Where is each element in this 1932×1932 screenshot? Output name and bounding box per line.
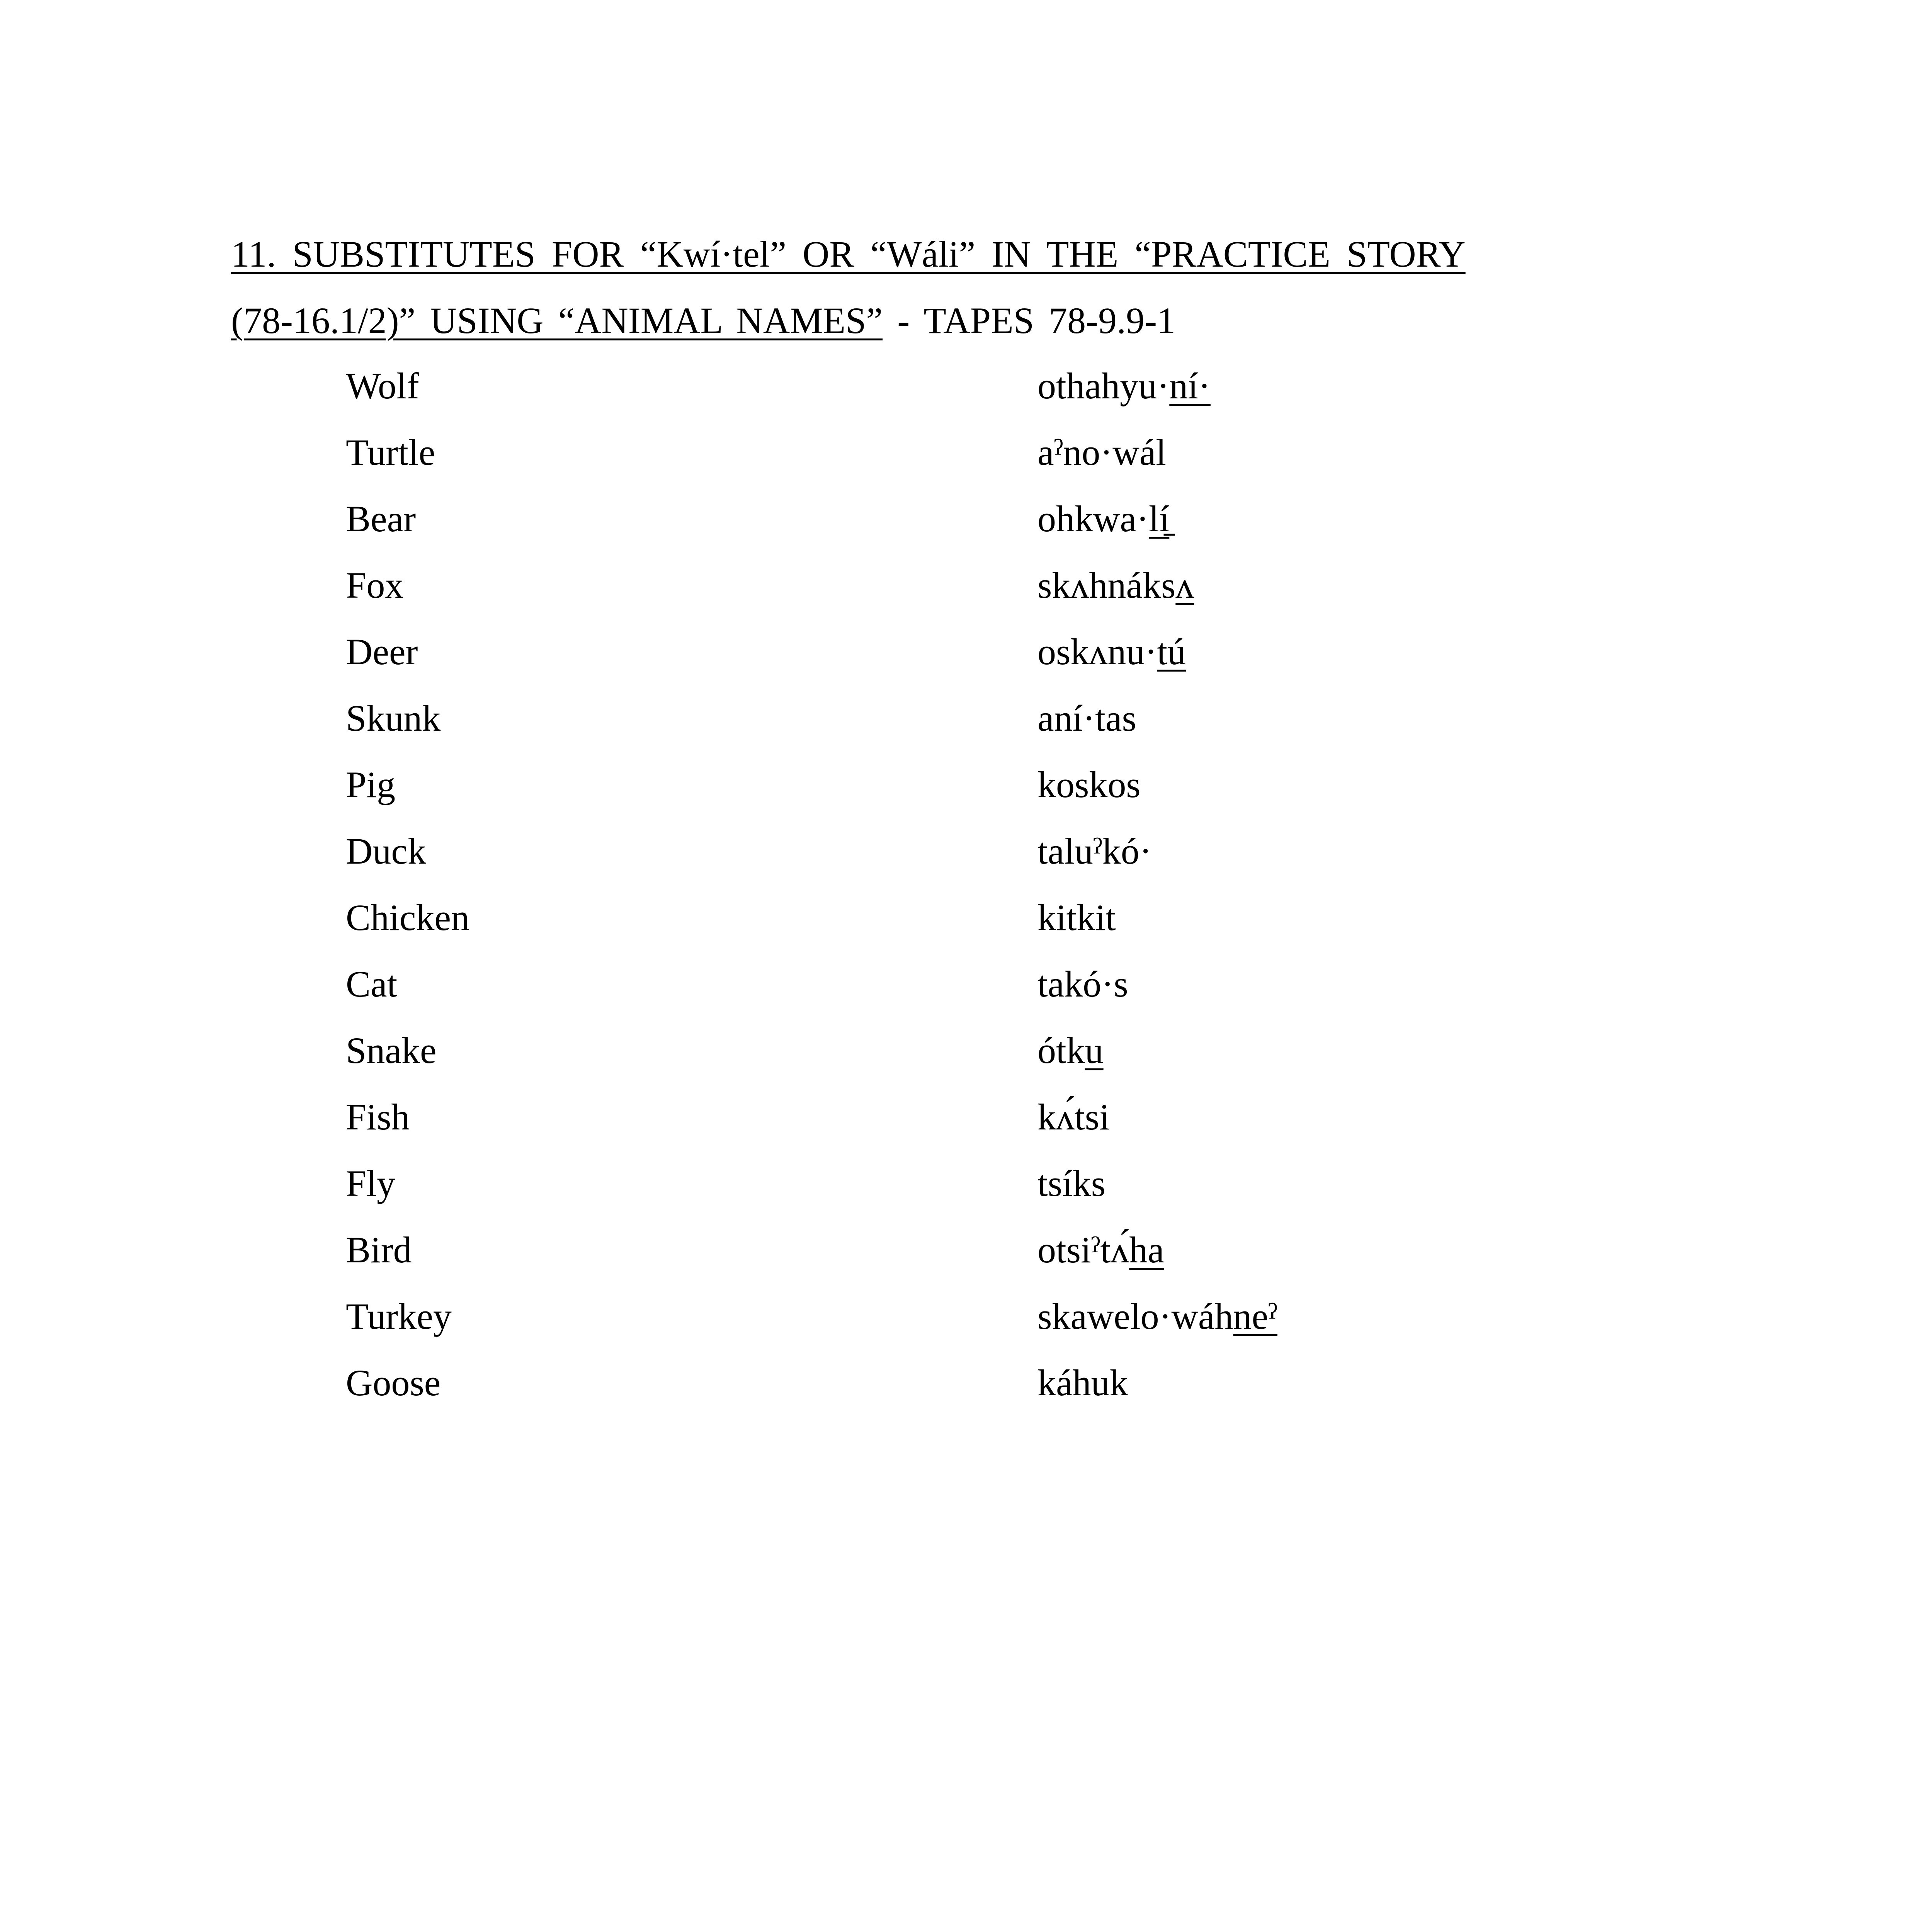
native-name-underlined-part: neˀ (1233, 1295, 1277, 1337)
english-animal-name: Chicken (346, 896, 469, 938)
native-name-plain-part: ótk (1037, 1029, 1085, 1071)
native-name-plain-part: koskos (1037, 764, 1141, 805)
native-name-plain-part: ohkwa· (1037, 498, 1149, 539)
native-name-plain-part: skawelo·wáh (1037, 1295, 1233, 1337)
native-animal-name (1037, 364, 1211, 407)
native-animal-name (1037, 1095, 1110, 1138)
native-name-plain-part: káhuk (1037, 1362, 1128, 1403)
english-animal-name: Bird (346, 1229, 412, 1270)
english-animal-name: Snake (346, 1029, 437, 1071)
vocabulary-row (346, 618, 1428, 685)
vocabulary-row (346, 419, 1428, 485)
vocabulary-row (346, 1083, 1428, 1150)
english-animal-name: Fly (346, 1162, 396, 1204)
english-animal-name: Bear (346, 498, 416, 539)
vocabulary-row (346, 552, 1428, 618)
vocabulary-row (346, 951, 1428, 1017)
native-animal-name (1037, 1228, 1164, 1271)
vocabulary-row (346, 1216, 1428, 1283)
native-name-plain-part: tsíks (1037, 1162, 1106, 1204)
native-name-plain-part: kʌ́tsi (1037, 1096, 1110, 1138)
section-heading (231, 221, 1545, 354)
vocabulary-row (346, 1017, 1428, 1083)
english-animal-name: Fox (346, 564, 404, 606)
english-animal-name: Fish (346, 1096, 410, 1138)
vocabulary-row (346, 751, 1428, 818)
vocabulary-row (346, 1349, 1428, 1416)
native-name-plain-part: aˀno·wál (1037, 431, 1166, 473)
native-name-plain-part: othahyu· (1037, 365, 1170, 406)
native-name-underlined-part: ha (1129, 1229, 1164, 1270)
native-animal-name (1037, 963, 1128, 1005)
native-name-plain-part: otsiˀtʌ́ (1037, 1229, 1129, 1270)
native-name-plain-part: taluˀkó· (1037, 830, 1152, 872)
native-name-plain-part: kitkit (1037, 896, 1116, 938)
heading-line-1: 11. SUBSTITUTES FOR “Kwí·tel” OR “Wáli” IN THE “PRACTICE STORY (231, 233, 1466, 275)
native-name-plain-part: oskʌnu· (1037, 631, 1157, 672)
english-animal-name: Goose (346, 1362, 441, 1403)
heading-line-2 (231, 287, 1545, 354)
heading-line-2-tape-reference: - TAPES 78-9.9-1 (883, 300, 1176, 341)
native-animal-name (1037, 431, 1166, 474)
native-animal-name (1037, 697, 1136, 740)
vocabulary-row (346, 884, 1428, 951)
vocabulary-row (346, 1150, 1428, 1216)
native-animal-name (1037, 1029, 1104, 1072)
vocabulary-list (346, 352, 1428, 1416)
native-animal-name (1037, 830, 1152, 872)
native-animal-name (1037, 564, 1194, 607)
native-animal-name (1037, 497, 1169, 540)
native-name-underlined-part: lí̱ (1148, 498, 1170, 539)
native-name-plain-part: takó·s (1037, 963, 1128, 1005)
english-animal-name: Turtle (346, 431, 435, 473)
english-animal-name: Turkey (346, 1295, 452, 1337)
native-animal-name (1037, 1361, 1128, 1404)
vocabulary-row (346, 818, 1428, 884)
native-name-plain-part: skʌhnáks (1037, 564, 1176, 606)
native-name-underlined-part: u (1085, 1029, 1104, 1071)
native-animal-name (1037, 763, 1141, 806)
vocabulary-row (346, 485, 1428, 552)
english-animal-name: Pig (346, 764, 396, 805)
native-name-underlined-part: ʌ (1175, 564, 1194, 606)
vocabulary-row (346, 352, 1428, 419)
vocabulary-row (346, 1283, 1428, 1349)
native-animal-name (1037, 630, 1186, 673)
english-animal-name: Wolf (346, 365, 419, 406)
heading-line-2-underlined: (78-16.1/2)” USING “ANIMAL NAMES” (231, 300, 883, 341)
vocabulary-row (346, 685, 1428, 751)
native-animal-name (1037, 1162, 1105, 1205)
english-animal-name: Cat (346, 963, 398, 1005)
native-name-underlined-part: ní· (1169, 365, 1211, 406)
native-animal-name (1037, 1295, 1277, 1338)
english-animal-name: Skunk (346, 697, 441, 739)
english-animal-name: Duck (346, 830, 426, 872)
english-animal-name: Deer (346, 631, 418, 672)
native-name-plain-part: aní·tas (1037, 697, 1136, 739)
native-animal-name (1037, 896, 1116, 939)
native-name-underlined-part: tú (1157, 631, 1186, 672)
